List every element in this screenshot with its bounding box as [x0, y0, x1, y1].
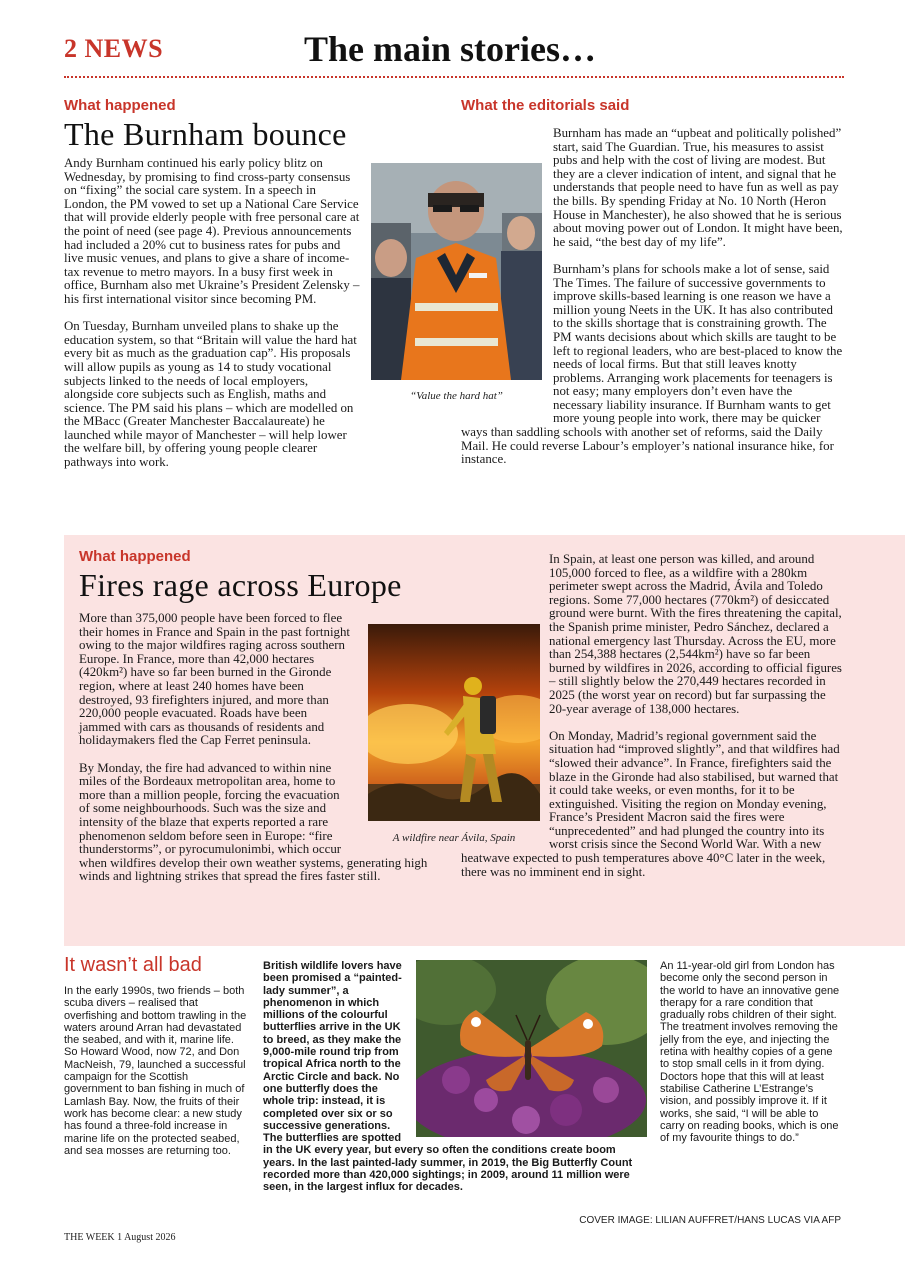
header-divider [64, 76, 844, 78]
editorials-paragraph-1: Burnham has made an “upbeat and politically polished” start, said The Guardian. True, his measures to assist pubs and help with the cost of living are modest. But they are a clever indication of intent, and signal that he understands that people need to have fun as well as pay the bills. By spending Friday at No. 10 North (Heron House in Manchester), he also showed that he is serious about moving power out of London. It might have been, he said, “the best day of my life”. [553, 126, 843, 249]
wildfire-photo-caption: A wildfire near Ávila, Spain [392, 832, 516, 844]
burnham-kicker: What happened [64, 97, 176, 114]
good-news-heading: It wasn’t all bad [64, 954, 202, 976]
good-news-story-1 [64, 985, 248, 1157]
good-news-story-3-text: An 11-year-old girl from London has become only the second person in the world to have an innovative gene therapy for a rare condition that gradually robs children of their sight. The treatment involves removing the jelly from the eye, and injecting the retina with healthy copies of a gene to stop small cells in it from dying. Doctors hope that this will at least stabilise Catherine L’Estrange’s vision, and possibly improve it. If it works, she said, “I will be able to carry on reading books, which is one of my favourite things to do.” [660, 960, 840, 1145]
page-footer: THE WEEK 1 August 2026 [64, 1232, 176, 1243]
fires-left-paragraph-2: By Monday, the fire had advanced to within nine miles of the Bordeaux metropolitan area, home to more than a million people, forcing the evacuation of some neighbourhoods. Such was the size and intensity of the blaze that experts reported a rare phenomenon seldom before seen in Europe: “fire thunderstorms”, or pyrocumulonimbi, which occur when wildfires develop their own weather systems, generating high winds and lightning strikes that spread the fires faster still. [79, 760, 428, 884]
fires-headline: Fires rage across Europe [79, 567, 402, 603]
good-news-story-3 [660, 960, 844, 1144]
burnham-paragraph-1: Andy Burnham continued his early policy blitz on Wednesday, by promising to find cross-party consensus on “fixing” the social care system. In a speech in London, the PM vowed to set up a National Care Service that will provide elderly people with free personal care at the point of need (see page 4). Previous announcements had included a 20% cut to business rates for pubs and live music venues, and plans to give a share of income-tax revenue to metro mayors. In a busy first week in office, Burnham also met Ukraine’s President Zelensky – his first international visitor since becoming PM. [64, 156, 360, 306]
butterfly-photo [416, 960, 647, 1137]
cover-image-credit: COVER IMAGE: LILIAN AUFFRET/HANS LUCAS VIA AFP [579, 1215, 841, 1226]
fires-left-paragraph-1: More than 375,000 people have been forced to flee their homes in France and Spain in the past fortnight owing to the major wildfires raging across southern Europe. In France, more than 42,000 hectares (420km²) have so far been burned in the Gironde region, where at least 240 homes have been destroyed, 93 firefighters injured, and more than 220,000 people evacuated. Roads have been jammed with cars as thousands of residents and holidaymakers fled the Cap Ferret peninsula. [79, 611, 351, 748]
editorials-kicker: What the editorials said [461, 97, 630, 114]
page-title: The main stories… [304, 29, 596, 69]
burnham-photo-caption: “Value the hard hat” [410, 390, 503, 402]
editorials-paragraph-2: Burnham’s plans for schools make a lot of sense, said The Times. The failure of successive governments to improve skills-based learning is one reason we have a million young Neets in the UK. It has also contributed to the skills shortage that is constraining growth. The PM wants decisions about which skills are taught to be left to regional leaders, who are best-placed to know the needs of local firms. But that still leaves knotty problems. Arranging work placements for teenagers is not easy; many employers don’t even have the necessary liability insurance. If Burnham wants to get more young people into work, there may be quicker ways than saddling schools with another set of reforms, said the Daily Mail. He could reverse Labour’s employer’s national insurance hike, for instance. [461, 261, 843, 467]
editorials-body [461, 127, 845, 467]
fires-kicker: What happened [79, 548, 191, 565]
burnham-paragraph-2: On Tuesday, Burnham unveiled plans to shake up the education system, so that “Britain will value the hard hat every bit as much as the graduation cap”. His proposals will allow pupils as young as 14 to study vocational subjects linked to the needs of local employers, alongside core subjects such as English, maths and science. The PM said his plans – which are modelled on the MBacc (Greater Manchester Baccalaureate) he launched while mayor of Manchester – will help lower the welfare bill, by offering young people clearer pathways into work. [64, 319, 357, 470]
page-section-label: 2 NEWS [64, 34, 164, 63]
fires-right-paragraph-2: On Monday, Madrid’s regional government said the situation had “improved slightly”, and that wildfires had “slowed their advance”. In France, firefighters said the blaze in the Gironde had also stabilised, but warned that it could take weeks, or even months, for it to be extinguished. Visiting the region on Monday evening, France’s President Macron said the fires were “unprecedented” and had plunged the country into its worst crisis since the Second World War. With a new heatwave expected to push temperatures above 40°C later in the week, there was no imminent end in sight. [461, 728, 840, 879]
good-news-story-2-text: British wildlife lovers have been promised a “painted-lady summer”, a phenomenon in which millions of the colourful butterflies arrive in the UK to breed, as they make the 9,000-mile round trip from tropical Africa north to the Arctic Circle and back. No one butterfly does the whole trip: instead, it is completed over six or so successive generations. The butterflies are spotted in the UK every year, but every so often the conditions create boom years. In the last painted-lady summer, in 2019, the Big Butterfly Count recorded more than 420,000 sightings; in 2009, around 11 million were seen, in the largest influx for decades. [263, 960, 633, 1194]
burnham-headline: The Burnham bounce [64, 116, 347, 152]
good-news-story-1-text: In the early 1990s, two friends – both scuba divers – realised that overfishing and bottom trawling in the waters around Arran had devastated the seabed, and with it, marine life. So Howard Wood, now 72, and Don MacNeish, 79, launched a successful campaign for the Scottish government to ban fishing in much of Lamlash Bay. Now, the fruits of their work has become clear: a new study has found a three-fold increase in marine life on the protected seabed, and sea mosses are returning too. [64, 985, 247, 1157]
fires-right-paragraph-1: In Spain, at least one person was killed, and around 105,000 forced to flee, as a wildfire with a 280km perimeter swept across the Madrid, Ávila and Toledo regions. Some 77,000 hectares (770km²) of desiccated ground were burnt. With the fires threatening the capital, the Spanish prime minister, Pedro Sánchez, declared a national emergency last Thursday. Across the EU, more than 254,388 hectares (2,544km²) have so far been burned by wildfires in 2026, according to official figures – still slightly below the 270,449 hectares recorded in 2025 (the worst year on record) but far surpassing the 20-year average of 138,000 hectares. [549, 552, 842, 716]
fires-right-body [461, 553, 845, 879]
